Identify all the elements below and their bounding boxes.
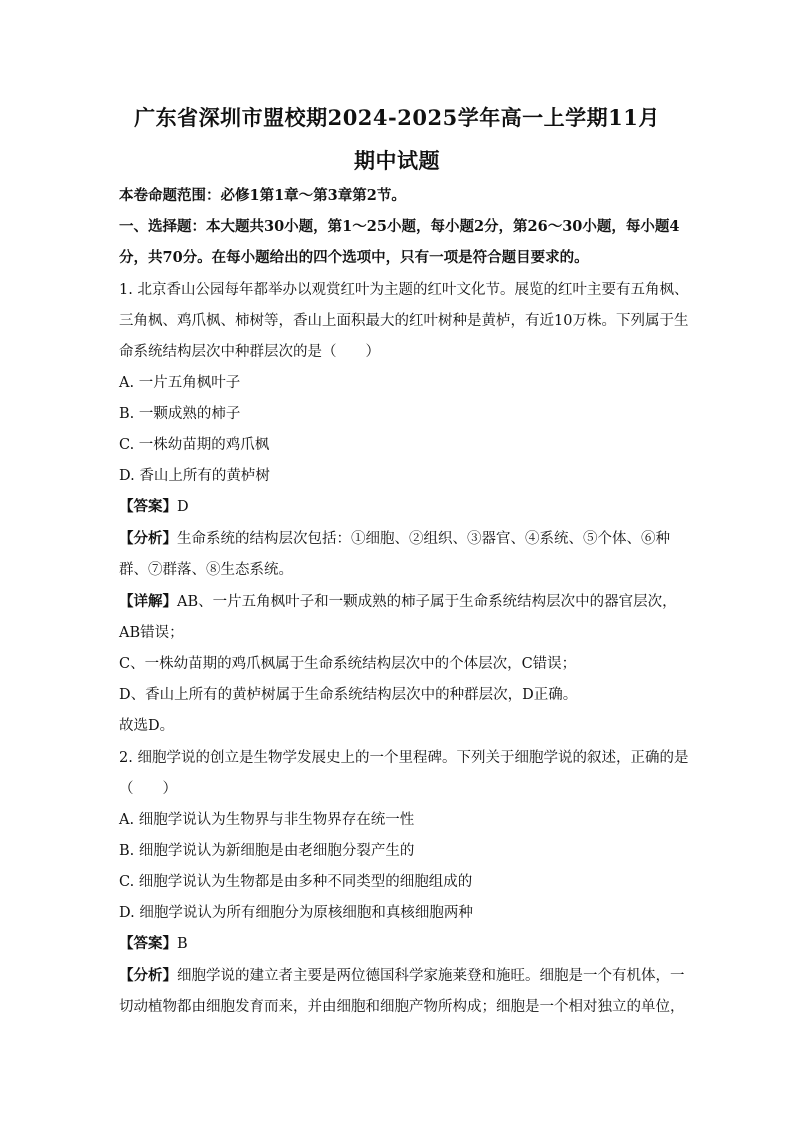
answer-value: D	[177, 499, 189, 515]
q2-option-a: A. 细胞学说认为生物界与非生物界存在统一性	[119, 812, 415, 828]
q1-detail-line2: AB错误；	[119, 625, 184, 641]
q1-option-c: C. 一株幼苗期的鸡爪枫	[119, 437, 270, 453]
q1-option-d: D. 香山上所有的黄栌树	[119, 468, 270, 484]
q1-detail-line3: C、一株幼苗期的鸡爪枫属于生命系统结构层次中的个体层次，C错误；	[119, 656, 577, 672]
section-instructions-line1: 一、选择题：本大题共30小题，第1～25小题，每小题2分，第26～30小题，每小题4	[119, 218, 680, 235]
answer-tag: 【答案】	[119, 498, 177, 515]
analysis-text: 细胞学说的建立者主要是两位德国科学家施莱登和施旺。细胞是一个有机体，一	[177, 968, 685, 984]
answer-tag: 【答案】	[119, 935, 177, 952]
q1-detail-line4: D、香山上所有的黄栌树属于生命系统结构层次中的种群层次，D正确。	[119, 687, 578, 703]
q1-detail-line1	[119, 592, 679, 612]
page-subtitle: 期中试题	[354, 148, 440, 173]
scope-note: 本卷命题范围：必修1第1章～第3章第2节。	[119, 187, 406, 204]
answer-value: B	[177, 936, 188, 952]
detail-text: AB、一片五角枫叶子和一颗成熟的柿子属于生命系统结构层次中的器官层次，	[177, 594, 677, 610]
q1-detail-line5: 故选D。	[119, 718, 175, 734]
q2-option-d: D. 细胞学说认为所有细胞分为原核细胞和真核细胞两种	[119, 905, 473, 921]
q1-option-a: A. 一片五角枫叶子	[119, 375, 241, 391]
q2-analysis-line2: 切动植物都由细胞发育而来，并由细胞和细胞产物所构成；细胞是一个相对独立的单位，	[119, 999, 685, 1015]
q1-answer	[119, 497, 679, 517]
q2-stem-line2: （ ）	[119, 781, 177, 797]
analysis-text: 生命系统的结构层次包括：①细胞、②组织、③器官、④系统、⑤个体、⑥种	[177, 531, 670, 547]
q1-stem-line3: 命系统结构层次中种群层次的是（ ）	[119, 344, 380, 360]
page-title: 广东省深圳市盟校期2024-2025学年高一上学期11月	[134, 105, 660, 130]
q2-analysis-line1	[119, 966, 685, 986]
q1-analysis-line2: 群、⑦群落、⑧生态系统。	[119, 562, 293, 578]
section-instructions-line2: 分，共70分。在每小题给出的四个选项中，只有一项是符合题目要求的。	[119, 249, 589, 266]
analysis-tag: 【分析】	[119, 967, 177, 984]
q1-stem-line2: 三角枫、鸡爪枫、柿树等，香山上面积最大的红叶树种是黄栌，有近10万株。下列属于生	[119, 313, 689, 329]
q2-answer	[119, 934, 679, 954]
q1-analysis-line1	[119, 529, 679, 549]
q2-option-b: B. 细胞学说认为新细胞是由老细胞分裂产生的	[119, 843, 415, 859]
q2-stem-line1: 2. 细胞学说的创立是生物学发展史上的一个里程碑。下列关于细胞学说的叙述，正确的是	[119, 750, 689, 766]
q1-stem-line1: 1. 北京香山公园每年都举办以观赏红叶为主题的红叶文化节。展览的红叶主要有五角枫、	[119, 282, 689, 298]
q2-option-c: C. 细胞学说认为生物都是由多种不同类型的细胞组成的	[119, 874, 473, 890]
q1-option-b: B. 一颗成熟的柿子	[119, 406, 241, 422]
detail-tag: 【详解】	[119, 593, 177, 610]
analysis-tag: 【分析】	[119, 530, 177, 547]
